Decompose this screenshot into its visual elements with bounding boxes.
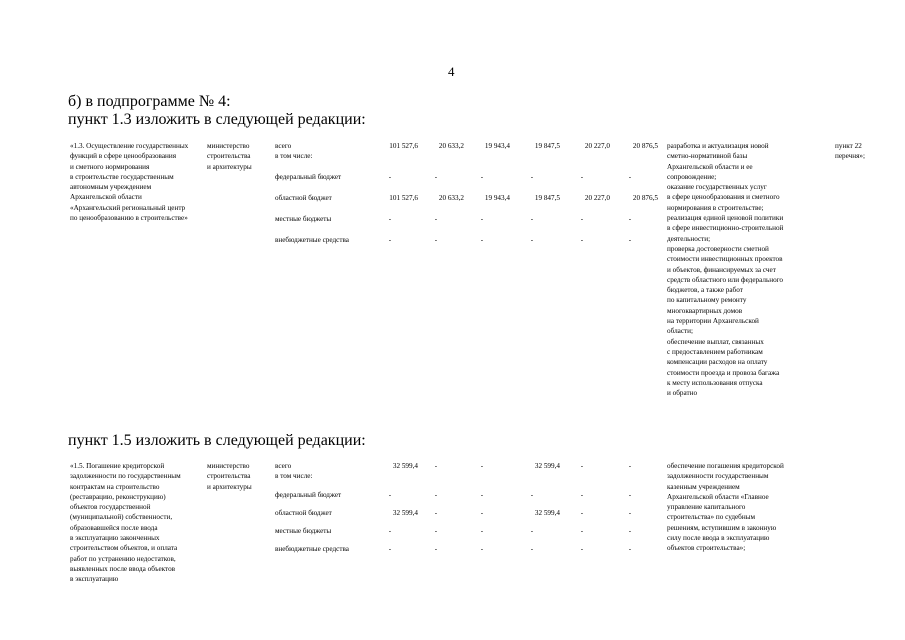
row15-value-3-5: -: [628, 527, 632, 535]
row15-source-1: в том числе:: [275, 472, 313, 480]
row15-value-2-2: -: [480, 509, 484, 517]
row13-value-1-4: -: [580, 173, 584, 181]
row13-value-4-0: -: [388, 236, 392, 244]
row15-value-1-1: -: [434, 491, 438, 499]
row15-value-1-5: -: [628, 491, 632, 499]
row13-value-1-0: -: [388, 173, 392, 181]
row13-value-0-4: 20 227,0: [584, 142, 610, 150]
row13-value-3-4: -: [580, 215, 584, 223]
row15-source-2: федеральный бюджет: [275, 491, 342, 499]
heading-item-1-5: пункт 1.5 изложить в следующей редакции:: [68, 432, 366, 449]
page-number: 4: [448, 64, 455, 79]
row15-value-4-4: -: [580, 545, 584, 553]
row15-value-2-4: -: [580, 509, 584, 517]
row15-title: «1.5. Погашение кредиторской задолженности по государственным контрактам на строительство (реставрацию, реконструкцию) объектов государственной (муниципальной) собственности, образовавшейся после ввода в эксплуатацию законченных строительством объектов, и оплата работ по устранению недостатков, выявленных после ввода объектов в эксплуатацию: [70, 462, 181, 584]
row15-value-0-2: -: [480, 462, 484, 470]
row13-value-2-0: 101 527,6: [389, 194, 418, 202]
row13-value-1-2: -: [480, 173, 484, 181]
row13-value-0-1: 20 633,2: [438, 142, 464, 150]
row13-value-0-0: 101 527,6: [389, 142, 418, 150]
row15-value-2-3: 32 599,4: [534, 509, 560, 517]
row13-value-4-3: -: [530, 236, 534, 244]
row15-source-5: внебюджетные средства: [275, 545, 349, 553]
row13-value-4-2: -: [480, 236, 484, 244]
row15-source-4: местные бюджеты: [275, 527, 332, 535]
row15-executor: министерство строительства и архитектуры: [207, 462, 252, 491]
row15-value-0-1: -: [434, 462, 438, 470]
row15-value-4-2: -: [480, 545, 484, 553]
row15-value-4-5: -: [628, 545, 632, 553]
row13-value-2-4: 20 227,0: [584, 194, 610, 202]
row13-executor: министерство строительства и архитектуры: [207, 142, 252, 171]
row13-value-0-3: 19 847,5: [534, 142, 560, 150]
row13-value-2-2: 19 943,4: [484, 194, 510, 202]
row13-value-2-3: 19 847,5: [534, 194, 560, 202]
row13-value-2-5: 20 876,5: [632, 194, 658, 202]
row15-source-3: областной бюджет: [275, 509, 332, 517]
row15-value-0-4: -: [580, 462, 584, 470]
row15-source-0: всего: [275, 462, 292, 470]
row13-source-5: внебюджетные средства: [275, 236, 349, 244]
row15-value-1-3: -: [530, 491, 534, 499]
row13-value-0-2: 19 943,4: [484, 142, 510, 150]
row13-value-2-1: 20 633,2: [438, 194, 464, 202]
row15-value-1-0: -: [388, 491, 392, 499]
row13-value-3-2: -: [480, 215, 484, 223]
row15-value-2-0: 32 599,4: [392, 509, 418, 517]
row13-value-3-3: -: [530, 215, 534, 223]
row15-value-2-5: -: [628, 509, 632, 517]
row13-value-1-3: -: [530, 173, 534, 181]
row15-value-3-2: -: [480, 527, 484, 535]
row13-value-3-1: -: [434, 215, 438, 223]
row13-value-1-5: -: [628, 173, 632, 181]
row13-title: «1.3. Осуществление государственных функций в сфере ценообразования и сметного нормирования в строительстве государственным автономным учреждением Архангельской области «Архангельский региональный центр по ценообразованию в строительстве»: [70, 142, 189, 223]
row15-value-0-3: 32 599,4: [534, 462, 560, 470]
row15-value-2-1: -: [434, 509, 438, 517]
row15-value-3-1: -: [434, 527, 438, 535]
row13-value-4-1: -: [434, 236, 438, 244]
row15-value-4-0: -: [388, 545, 392, 553]
row15-value-3-0: -: [388, 527, 392, 535]
row13-result: разработка и актуализация новой сметно-нормативной базы Архангельской области и ее сопровождение; оказание государственных услуг в сфере ценообразования и сметного нормирования в строительстве; реализация единой ценовой политики в сфере инвестиционно-строительной деятельности; проверка достоверности сметной стоимости инвестиционных проектов и объектов, финансируемых за счет средств областного или федерального бюджетов, а также работ по капитальному ремонту многоквартирных домов на территории Архангельской области; обеспечение выплат, связанных с предоставлением работникам компенсации расходов на оплату стоимости проезда и провоза багажа к месту использования отпуска и обратно: [667, 142, 784, 398]
row13-source-1: в том числе:: [275, 152, 313, 160]
row15-value-3-4: -: [580, 527, 584, 535]
row13-value-3-5: -: [628, 215, 632, 223]
row15-value-1-2: -: [480, 491, 484, 499]
row15-value-1-4: -: [580, 491, 584, 499]
row13-value-3-0: -: [388, 215, 392, 223]
row15-value-0-0: 32 599,4: [392, 462, 418, 470]
row13-source-0: всего: [275, 142, 292, 150]
row13-source-3: областной бюджет: [275, 194, 332, 202]
row13-value-0-5: 20 876,5: [632, 142, 658, 150]
row15-result: обеспечение погашения кредиторской задолженности государственным казенным учреждением Архангельской области «Главное управление капитального строительства» по судебным решениям, вступившим в законную силу после ввода в эксплуатацию объектов строительства»;: [667, 462, 784, 553]
row15-value-4-1: -: [434, 545, 438, 553]
heading-subprogram: б) в подпрограмме № 4:: [68, 93, 231, 110]
row13-link: пункт 22 перечня»;: [835, 142, 865, 161]
row15-value-4-3: -: [530, 545, 534, 553]
row13-source-2: федеральный бюджет: [275, 173, 342, 181]
row13-value-1-1: -: [434, 173, 438, 181]
heading-item-1-3: пункт 1.3 изложить в следующей редакции:: [68, 111, 366, 128]
row13-source-4: местные бюджеты: [275, 215, 332, 223]
row13-value-4-5: -: [628, 236, 632, 244]
row13-value-4-4: -: [580, 236, 584, 244]
row15-value-0-5: -: [628, 462, 632, 470]
row15-value-3-3: -: [530, 527, 534, 535]
